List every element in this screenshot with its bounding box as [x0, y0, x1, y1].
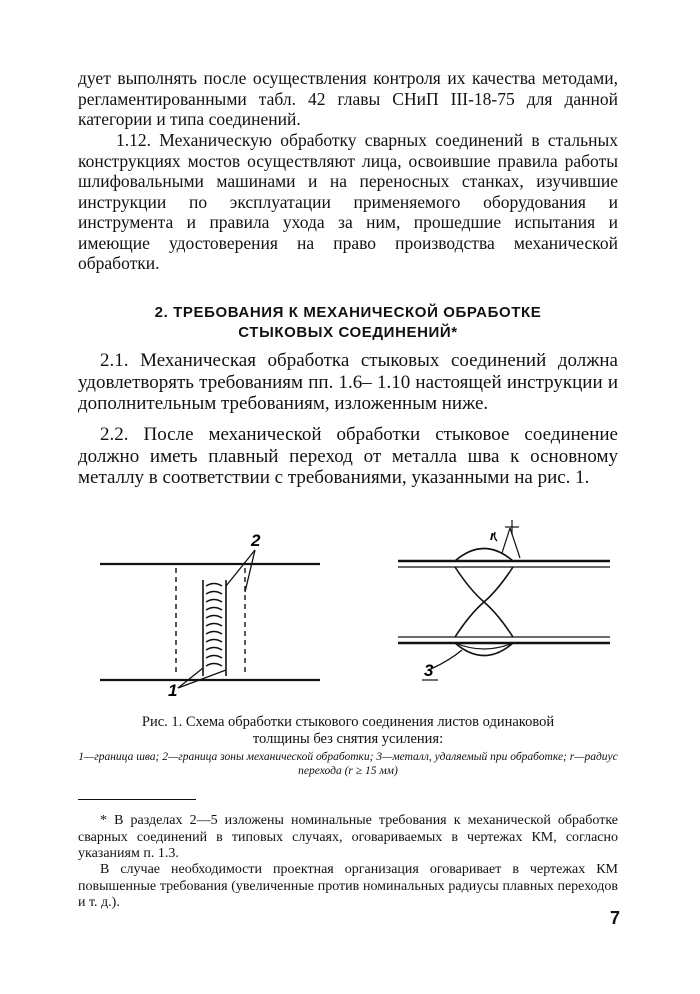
- section-heading-line2: СТЫКОВЫХ СОЕДИНЕНИЙ*: [238, 324, 458, 341]
- continuation-paragraph: дует выполнять после осуществления контроля их качества методами, регламентированными табл. 42 главы СНиП III-18-75 для данной категории и типа соединений.: [78, 68, 618, 129]
- left-weld-sketch: [100, 550, 320, 688]
- label-1: 1: [168, 681, 178, 700]
- label-2: 2: [251, 531, 261, 550]
- footnote-para-1: * В разделах 2—5 изложены номинальные требования к механической обработке сварных соединений в типовых случаях, оговариваемых в чертежах КМ, согласно указаниям п. 1.3.: [78, 813, 618, 861]
- figure-legend: 1—граница шва; 2—граница зоны механической обработки; 3—металл, удаляемый при обработке; r—радиус перехода (r ≥ 15 мм): [78, 751, 618, 777]
- footnote-rule: [78, 799, 196, 800]
- footnote-para-2: В случае необходимости проектная организация оговаривает в чертежах КМ повышенные требования (увеличенные против номинальных радиусы плавных переходов и т. д.).: [78, 862, 618, 910]
- paragraph-2-2: 2.2. После механической обработки стыковое соединение должно иметь плавный переход от металла шва к основному металлу в соответствии с требованиями, указанными на рис. 1.: [78, 424, 618, 488]
- section-heading-line1: 2. ТРЕБОВАНИЯ К МЕХАНИЧЕСКОЙ ОБРАБОТКЕ: [154, 304, 542, 321]
- figure-caption-line2: толщины без снятия усиления:: [252, 731, 444, 747]
- paragraph-1-12: 1.12. Механическую обработку сварных соединений в стальных конструкциях мостов осуществляют лица, освоившие правила работы шлифовальными машинами и на переносных станках, изучившие инструкции по эксплуатации применяемого оборудования и инструмента и правила ухода за ним, прошедшие испытания и имеющие удостоверения на право производства механической обработки.: [78, 130, 618, 273]
- paragraph-2-1: 2.1. Механическая обработка стыковых соединений должна удовлетворять требованиям пп. 1.6– 1.10 настоящей инструкции и дополнительным требованиям, изложенным ниже.: [78, 350, 618, 414]
- figure-caption-line1: Рис. 1. Схема обработки стыкового соединения листов одинаковой: [141, 714, 555, 730]
- label-3: 3: [424, 661, 434, 680]
- right-section-sketch: [398, 520, 610, 668]
- page-number: 7: [609, 908, 620, 928]
- label-r: r: [490, 528, 496, 543]
